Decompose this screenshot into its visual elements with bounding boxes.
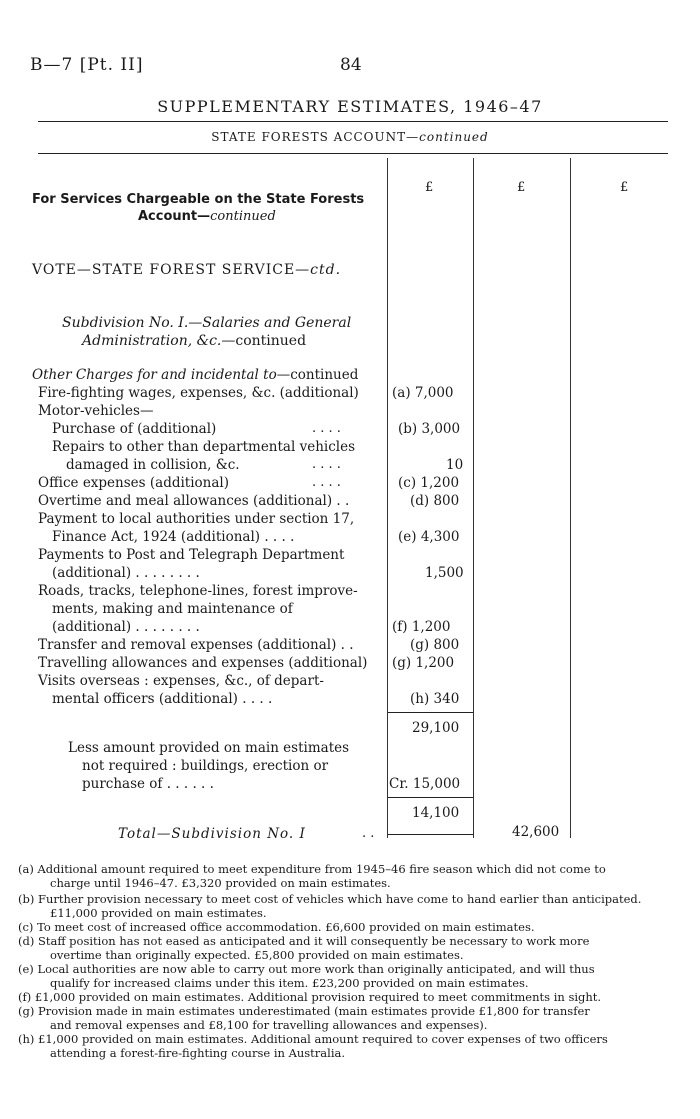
header-rule (38, 121, 668, 122)
column-2-currency: £ (517, 180, 526, 195)
services-heading: For Services Chargeable on the State Forests (32, 192, 365, 207)
amount-transfer: (g) 800 (410, 637, 460, 653)
item-motor-vehicles: Motor-vehicles— (38, 403, 154, 419)
column-divider-1 (387, 158, 388, 838)
amount-total: 42,600 (512, 824, 560, 840)
item-overtime: Overtime and meal allowances (additional) . . (38, 493, 350, 509)
amount-travelling: (g) 1,200 (392, 655, 455, 671)
item-transfer: Transfer and removal expenses (additional) . . (38, 637, 354, 653)
net-rule (388, 797, 473, 798)
item-less-amount: Less amount provided on main estimates (68, 740, 350, 756)
amount-fire-fighting: (a) 7,000 (392, 385, 454, 401)
amount-purchase: (b) 3,000 (398, 421, 461, 437)
item-post-telegraph: Payments to Post and Telegraph Department (38, 547, 345, 563)
amount-less: Cr. 15,000 (389, 776, 461, 792)
amount-visits: (h) 340 (410, 691, 460, 707)
footnote-f: (f) £1,000 provided on main estimates. Additional provision required to meet commitments in sight. (18, 990, 602, 1004)
footnote-g: (g) Provision made in main estimates underestimated (main estimates provide £1,800 for transfer and removal expenses and £8,100 for travelling allowances and expenses). (18, 1004, 590, 1032)
item-less-amount-cont: not required : buildings, erection or (82, 758, 329, 774)
item-visits: Visits overseas : expenses, &c., of depart- (38, 673, 324, 689)
item-payment-local: Payment to local authorities under section 17, (38, 511, 355, 527)
amount-roads: (f) 1,200 (392, 619, 451, 635)
item-purchase: Purchase of (additional) (52, 421, 217, 437)
total-rule (388, 834, 473, 835)
column-1-currency: £ (425, 180, 434, 195)
footnote-c: (c) To meet cost of increased office accommodation. £6,600 provided on main estimates. (18, 920, 535, 934)
amount-repairs: 10 (446, 457, 464, 473)
item-roads-cont-2: (additional) . . . . . . . . (52, 619, 200, 635)
item-post-telegraph-cont: (additional) . . . . . . . . (52, 565, 200, 581)
footnote-a: (a) Additional amount required to meet expenditure from 1945–46 fire season which did not come to charge until 1946–47. £3,320 provided on main estimates. (18, 862, 606, 890)
item-fire-fighting: Fire-fighting wages, expenses, &c. (additional) (38, 385, 359, 401)
dots-office: . . . . (312, 475, 341, 490)
other-charges-heading: Other Charges for and incidental to—continued (32, 367, 359, 383)
subdivision-heading-cont: Administration, &c.—continued (82, 333, 307, 349)
subdivision-heading: Subdivision No. I.—Salaries and General (62, 315, 352, 331)
item-less-amount-cont-2: purchase of . . . . . . (82, 776, 214, 792)
amount-post-telegraph: 1,500 (425, 565, 464, 581)
footnote-b: (b) Further provision necessary to meet cost of vehicles which have come to hand earlier than anticipated. £11,000 provided on main estimates. (18, 892, 642, 920)
page-title: SUPPLEMENTARY ESTIMATES, 1946–47 (157, 97, 543, 116)
amount-net: 14,100 (412, 805, 460, 821)
item-roads: Roads, tracks, telephone-lines, forest improve- (38, 583, 358, 599)
amount-office: (c) 1,200 (398, 475, 460, 491)
total-dots: . . (362, 826, 375, 841)
document-reference: B—7 [Pt. II] (30, 55, 144, 75)
item-roads-cont: ments, making and maintenance of (52, 601, 293, 617)
amount-payment-local: (e) 4,300 (398, 529, 460, 545)
subtotal-rule (388, 712, 473, 713)
column-divider-3 (570, 158, 571, 838)
total-label: Total—Subdivision No. I (118, 826, 306, 842)
section-rule (38, 153, 668, 154)
column-divider-2 (473, 158, 474, 838)
dots-repairs: . . . . (312, 457, 341, 472)
item-office: Office expenses (additional) (38, 475, 229, 491)
column-3-currency: £ (620, 180, 629, 195)
amount-subtotal: 29,100 (412, 720, 460, 736)
footnote-e: (e) Local authorities are now able to carry out more work than originally anticipated, and will thus qualify for increased claims under this item. £23,200 provided on main estimates. (18, 962, 595, 990)
item-repairs-cont: damaged in collision, &c. (66, 457, 240, 473)
section-title: STATE FORESTS ACCOUNT—continued (211, 130, 489, 144)
services-heading-cont: Account—continued (138, 209, 276, 224)
dots-purchase: . . . . (312, 421, 341, 436)
footnote-h: (h) £1,000 provided on main estimates. Additional amount required to cover expenses of two officers attending a forest-fire-fighting course in Australia. (18, 1032, 608, 1060)
vote-heading: VOTE—STATE FOREST SERVICE—ctd. (32, 262, 342, 278)
item-repairs: Repairs to other than departmental vehicles (52, 439, 356, 455)
footnote-d: (d) Staff position has not eased as anticipated and it will consequently be necessary to work more overtime than originally expected. £5,800 provided on main estimates. (18, 934, 590, 962)
item-payment-local-cont: Finance Act, 1924 (additional) . . . . (52, 529, 295, 545)
page-number: 84 (340, 55, 362, 75)
item-visits-cont: mental officers (additional) . . . . (52, 691, 273, 707)
item-travelling: Travelling allowances and expenses (additional) (38, 655, 368, 671)
amount-overtime: (d) 800 (410, 493, 460, 509)
